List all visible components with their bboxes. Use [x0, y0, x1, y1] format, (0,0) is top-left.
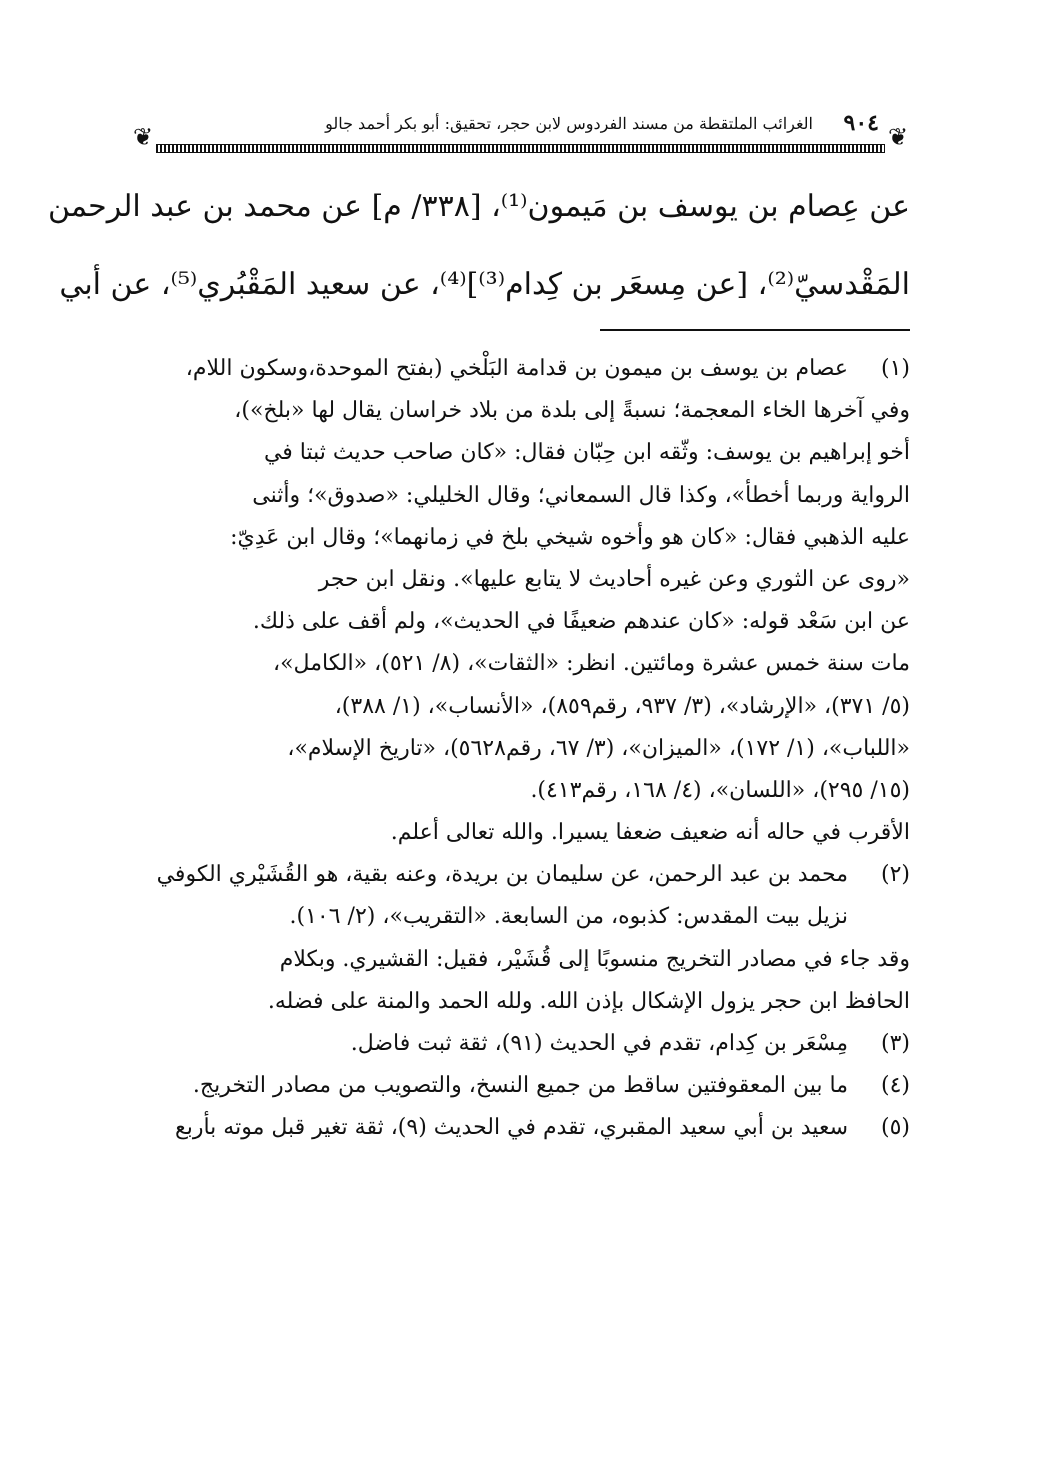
page-header [128, 100, 913, 158]
footnote-1-line: مات سنة خمس عشرة ومائتين. انظر: «الثقات»، (٨/ ٥٢١)، «الكامل»، [273, 651, 910, 677]
footnote-2-comment: وقد جاء في مصادر التخريج منسوبًا إلى قُشَيْر، فقيل: القشيري. وبكلام [279, 946, 910, 972]
main-line: عن عِصام بن يوسف بن مَيمون⁽¹⁾، [٣٣٨/ م] عن محمد بن عبد الرحمن [47, 189, 910, 224]
footnote-3-line [130, 1023, 910, 1065]
footnote-1-line: «اللباب»، (١/ ١٧٢)، «الميزان»، (٣/ ٦٧، رقم٥٦٢٨)، «تاريخ الإسلام»، [287, 735, 910, 761]
footnote-number: (٣) [880, 1031, 910, 1056]
footnote-1-line: عن ابن سَعْد قوله: «كان عندهم ضعيفًا في الحديث»، ولم أقف على ذلك. [252, 609, 910, 635]
footnote-text: عصام بن يوسف بن ميمون بن قدامة البَلْخي (بفتح الموحدة،وسكون اللام، [185, 356, 848, 381]
footnote-2-line: نزيل بيت المقدس: كذبوه، من السابعة. «التقريب»، (٢/ ١٠٦). [289, 904, 848, 930]
footnote-2-comment: الحافظ ابن حجر يزول الإشكال بإذن الله. ولله الحمد والمنة على فضله. [267, 988, 910, 1014]
footnote-1-line: عليه الذهبي فقال: «كان هو وأخوه شيخي بلخ في زمانهما»؛ وقال ابن عَدِيّ: [230, 524, 910, 550]
running-title: الغرائب الملتقطة من مسند الفردوس لابن حجر، تحقيق: أبو بكر أحمد جالو [325, 114, 813, 133]
footnote-number: (٥) [880, 1115, 910, 1141]
footnotes [130, 348, 910, 1150]
footnote-1-line: (١٥/ ٢٩٥)، «اللسان»، (٤/ ١٦٨، رقم٤١٣). [530, 777, 910, 803]
footnote-1-line [130, 348, 910, 390]
page-number: ٩٠٤ [843, 110, 879, 136]
header-rule [156, 144, 885, 153]
footnote-text: مِسْعَر بن كِدام، تقدم في الحديث (٩١)، ثقة ثبت فاضل. [350, 1031, 848, 1056]
footnote-1-line: «روى عن الثوري وعن غيره أحاديث لا يتابع عليها». ونقل ابن حجر [318, 566, 910, 592]
footnote-text: سعيد بن أبي سعيد المقبري، تقدم في الحديث (٩)، ثقة تغير قبل موته بأربع [175, 1115, 848, 1141]
footnote-1-line: (٥/ ٣٧١)، «الإرشاد»، (٣/ ٩٣٧، رقم٨٥٩)، «الأنساب»، (١/ ٣٨٨)، [334, 693, 910, 719]
footnote-number: (٢) [880, 862, 910, 888]
footnote-1-comment: الأقرب في حاله أنه ضعيف ضعفا يسيرا. والله تعالى أعلم. [390, 820, 910, 846]
footnote-number: (١) [880, 356, 910, 381]
footnote-1-line: وفي آخرها الخاء المعجمة؛ نسبةً إلى بلدة من بلاد خراسان يقال لها «بلخ»)، [234, 398, 910, 424]
footnote-2-line [130, 854, 910, 896]
footnote-1-line: أخو إبراهيم بن يوسف: وثّقه ابن حِبّان فقال: «كان صاحب حديث ثبتا في [263, 440, 910, 466]
footnote-4-line [130, 1065, 910, 1107]
footnote-separator [600, 329, 910, 331]
footnote-number: (٤) [880, 1073, 910, 1099]
main-text [47, 168, 910, 324]
ornament-left-icon: ❦ [132, 123, 154, 151]
footnote-1-line: الرواية وربما أخطأ»، وكذا قال السمعاني؛ وقال الخليلي: «صدوق»؛ وأثنى [252, 482, 910, 508]
ornament-right-icon: ❦ [887, 123, 909, 151]
footnote-text: ما بين المعقوفتين ساقط من جميع النسخ، والتصويب من مصادر التخريج. [192, 1073, 848, 1099]
footnote-5-line [130, 1107, 910, 1149]
footnote-text: محمد بن عبد الرحمن، عن سليمان بن بريدة، وعنه بقية، هو القُشَيْري الكوفي [156, 862, 848, 888]
main-line: المَقْدسيّ⁽²⁾، [عن مِسعَر بن كِدام⁽³⁾]⁽⁴⁾، عن سعيد المَقْبُري⁽⁵⁾، عن أبي [59, 267, 910, 302]
